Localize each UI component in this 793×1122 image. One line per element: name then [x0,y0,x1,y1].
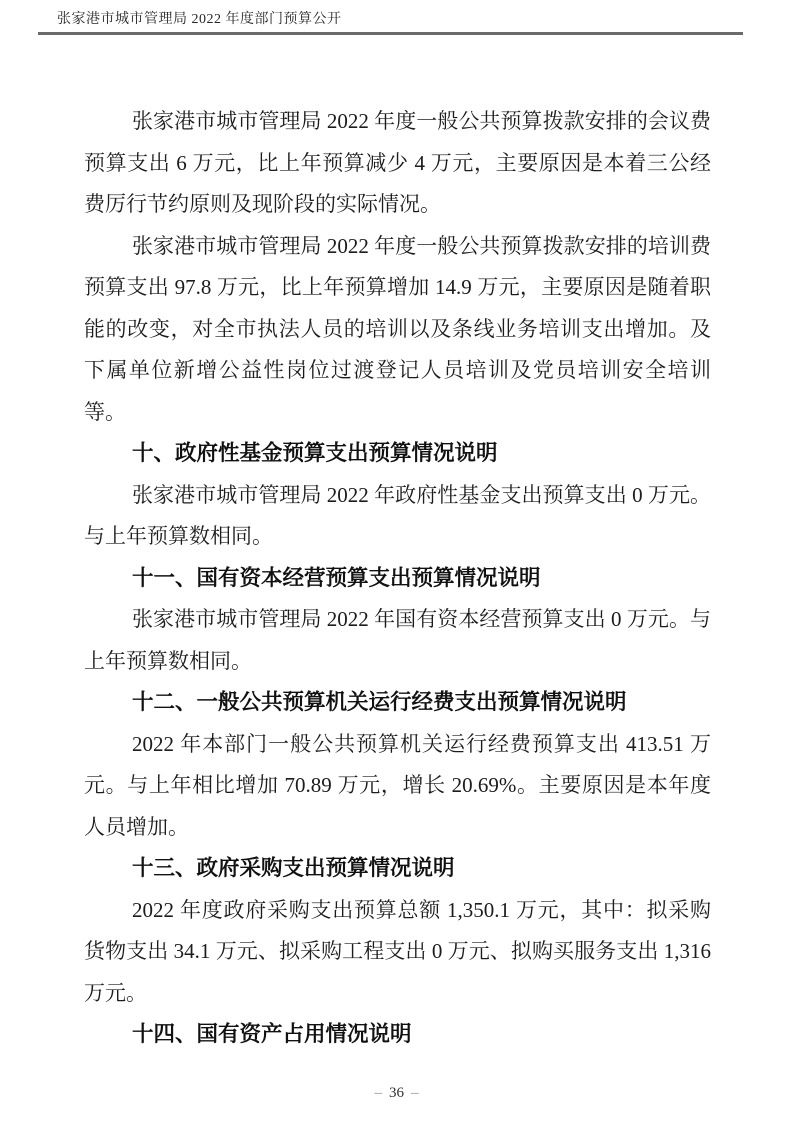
heading-section-thirteen-procurement: 十三、政府采购支出预算情况说明 [132,856,455,880]
paragraph-meeting-fee-budget: 张家港市城市管理局 2022 年度一般公共预算拨款安排的会议费预算支出 6 万元，比上年预算减少 4 万元，主要原因是本着三公经费厉行节约原则及现阶段的实际情况。 [84,109,711,216]
footer-dash-right: – [411,1085,419,1101]
heading-section-twelve-operating-expense: 十二、一般公共预算机关运行经费支出预算情况说明 [132,690,627,714]
paragraph-agency-operating-expense: 2022 年本部门一般公共预算机关运行经费预算支出 413.51 万元。与上年相比增加 70.89 万元，增长 20.69%。主要原因是本年度人员增加。 [84,731,711,839]
header-title: 张家港市城市管理局 2022 年度部门预算公开 [57,12,342,27]
page-footer [0,1084,793,1102]
document-body [84,101,711,1056]
page-header [38,10,743,35]
paragraph-state-capital-budget: 张家港市城市管理局 2022 年国有资本经营预算支出 0 万元。与上年预算数相同。 [84,607,711,673]
heading-section-ten-gov-fund: 十、政府性基金预算支出预算情况说明 [132,441,498,465]
heading-section-fourteen-state-assets: 十四、国有资产占用情况说明 [132,1022,412,1046]
page-number: 36 [389,1085,404,1101]
paragraph-training-fee-budget: 张家港市城市管理局 2022 年度一般公共预算拨款安排的培训费预算支出 97.8 万元，比上年预算增加 14.9 万元，主要原因是随着职能的改变，对全市执法人员的培训以及条线业务培训支出增加。及下属单位新增公益性岗位过渡登记人员培训及党员培训安全培训等。 [84,233,711,424]
paragraph-gov-procurement-budget: 2022 年度政府采购支出预算总额 1,350.1 万元，其中：拟采购货物支出 34.1 万元、拟采购工程支出 0 万元、拟购买服务支出 1,316 万元。 [84,897,711,1005]
paragraph-gov-fund-budget: 张家港市城市管理局 2022 年政府性基金支出预算支出 0 万元。与上年预算数相同。 [84,482,711,548]
footer-dash-left: – [374,1085,382,1101]
heading-section-eleven-state-capital: 十一、国有资本经营预算支出预算情况说明 [132,565,541,590]
